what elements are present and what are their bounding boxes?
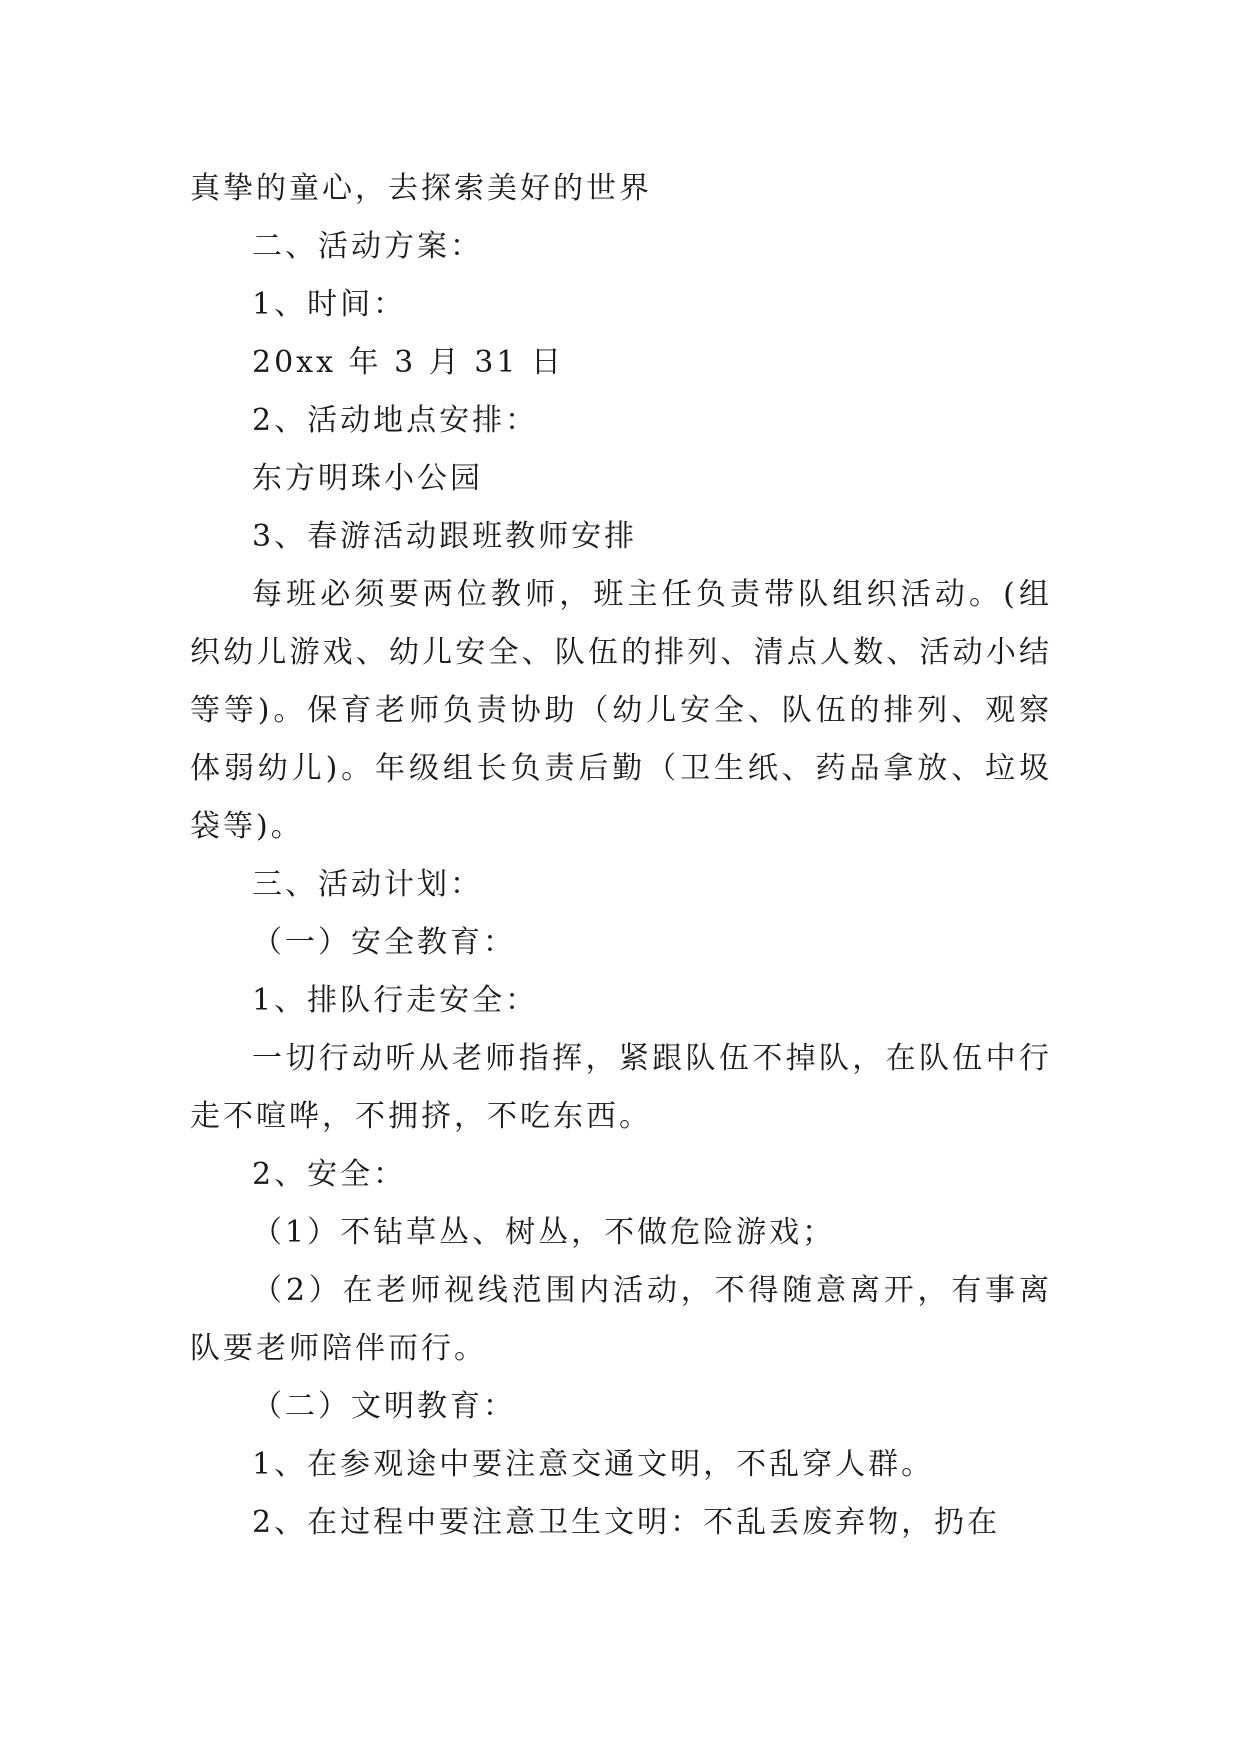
subheading: 1、时间： [252,287,407,322]
paragraph: 真挚的童心，去探索美好的世界 [190,171,652,206]
list-item: （1）不钻草丛、树丛，不做危险游戏； [252,1215,836,1250]
paragraph: 20xx 年 3 月 31 日 [252,345,564,380]
paragraph: 东方明珠小公园 [252,461,483,496]
section-heading: 二、活动方案： [252,229,483,264]
subheading: 3、春游活动跟班教师安排 [252,519,638,554]
paragraph: 每班必须要两位教师，班主任负责带队组织活动。(组织幼儿游戏、幼儿安全、队伍的排列、清点人数、活动小结等等)。保育老师负责协助（幼儿安全、队伍的排列、观察体弱幼儿)。年级组长负责后勤（卫生纸、药品拿放、垃圾袋等)。 [190,577,1052,844]
list-item: （2）在老师视线范围内活动，不得随意离开，有事离队要老师陪伴而行。 [190,1273,1052,1366]
subheading: （一）安全教育： [252,925,516,960]
paragraph: 一切行动听从老师指挥，紧跟队伍不掉队，在队伍中行走不喧哗，不拥挤，不吃东西。 [190,1041,1052,1134]
section-heading: 三、活动计划： [252,867,483,902]
subheading: （二）文明教育： [252,1389,516,1424]
list-item: 1、在参观途中要注意交通文明，不乱穿人群。 [252,1447,935,1482]
subheading: 2、安全： [252,1157,407,1192]
list-item: 2、在过程中要注意卫生文明：不乱丢废弃物，扔在 [252,1505,1001,1540]
subheading: 1、排队行走安全： [252,983,539,1018]
subheading: 2、活动地点安排： [252,403,539,438]
document-body [190,160,1052,1552]
